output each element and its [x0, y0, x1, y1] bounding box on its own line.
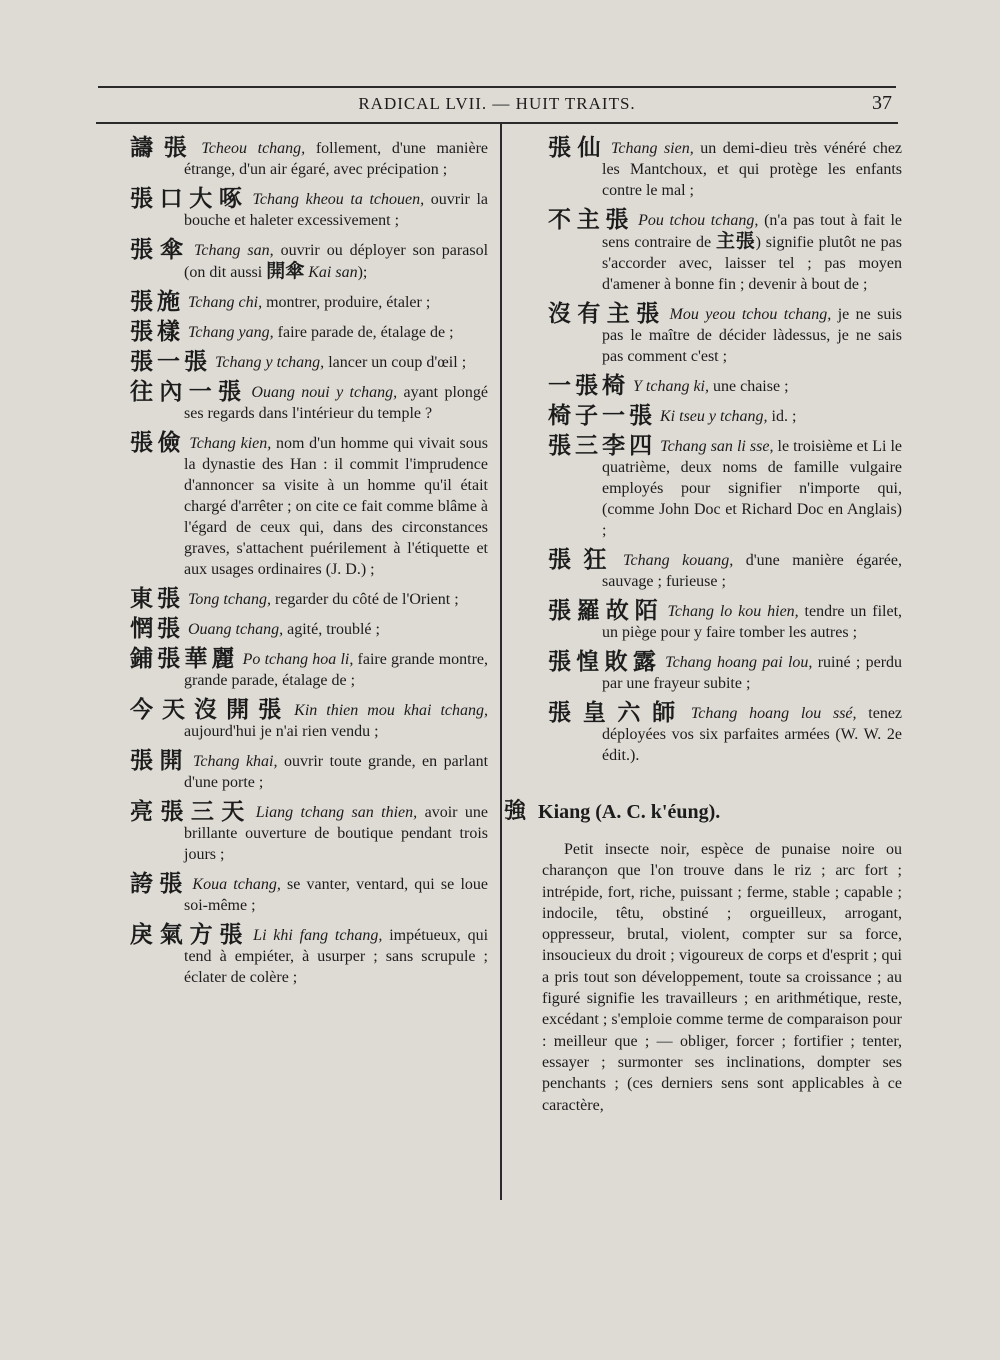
entry-definition: impétueux, qui tend à empiéter, à usurper ; sans scrupule ; éclater de colère ;	[184, 927, 489, 986]
entry-characters: 張皇六師	[548, 700, 687, 726]
entry-characters: 沒有主張	[548, 301, 666, 327]
header-bottom-rule	[96, 122, 898, 124]
entry-characters: 張開	[130, 748, 189, 774]
inline-characters: 主張	[715, 230, 756, 252]
entry-definition: avoir une brillante ouverture de boutique pendant trois jours ;	[184, 804, 489, 863]
entry-characters: 張羅故陌	[548, 598, 664, 624]
entry-romanization: Tchang kouang,	[623, 552, 734, 569]
right-column	[504, 135, 903, 1116]
entry-characters: 戾氣方張	[130, 922, 250, 948]
entry-characters: 張狂	[548, 547, 620, 573]
entry-definition-tail: ) signifie plutôt ne pas s'accorder avec, laisser tel ; pas moyen d'amener à bonne fin ; devenir à bout de ;	[602, 234, 902, 293]
entry-characters: 亮張三天	[130, 799, 252, 825]
entry-romanization: Liang tchang san thien,	[255, 804, 418, 821]
entry-definition: se vanter, ventard, qui se loue soi-même ;	[184, 876, 488, 914]
dictionary-entry	[548, 207, 903, 295]
dictionary-entry	[130, 135, 488, 180]
entry-romanization: Pou tchou tchang,	[638, 212, 759, 229]
entry-romanization: Ouang noui y tchang,	[251, 384, 398, 401]
entry-romanization: Tchang hoang pai lou,	[665, 654, 813, 671]
entry-characters: 張三李四	[548, 433, 657, 459]
entry-characters: 鋪張華麗	[130, 646, 239, 672]
entry-characters: 張儉	[130, 430, 186, 456]
dictionary-entry	[548, 433, 903, 541]
section-character: 強	[504, 799, 527, 824]
entry-definition-tail: );	[357, 264, 368, 281]
entry-romanization: Tchang kien,	[189, 435, 272, 452]
entry-characters: 譸張	[130, 135, 198, 161]
dictionary-entry	[548, 135, 903, 201]
entry-characters: 張傘	[130, 237, 190, 263]
entry-characters: 惘張	[130, 616, 184, 642]
entry-romanization: Tong tchang,	[188, 591, 271, 608]
entry-definition: ruiné ; perdu par une frayeur subite ;	[602, 654, 903, 692]
column-divider	[500, 124, 502, 1200]
entry-romanization: Tchang sien,	[610, 140, 694, 157]
entry-definition: nom d'un homme qui vivait sous la dynastie des Han : il commit l'imprudence d'annoncer sa visite à un homme qu'il était chargé d'arrêter ; on cite ce fait comme blâme à l'égard de ceux qui, dans des circonstances graves, s'attachent puérilement à l'étiquette et aux usages ordinaires (J. D.) ;	[184, 435, 489, 578]
inline-romanization: Kai san	[308, 264, 358, 281]
dictionary-entry	[130, 319, 488, 345]
page-number: 37	[872, 92, 892, 114]
entry-definition: regarder du côté de l'Orient ;	[274, 591, 459, 608]
dictionary-entry	[130, 237, 489, 283]
header-top-rule	[98, 86, 896, 88]
dictionary-entry	[548, 373, 902, 399]
entry-definition: follement, d'une manière étrange, d'un air égaré, avec précipation ;	[184, 140, 488, 178]
entry-definition: (n'a pas tout à fait le sens contraire de	[602, 212, 903, 251]
dictionary-entry	[130, 289, 488, 315]
entry-definition: un demi-dieu très vénéré chez les Mantchoux, et qui protège les enfants contre le mal ;	[602, 140, 903, 199]
entry-romanization: Tchang chi,	[188, 294, 263, 311]
entry-definition: id. ;	[771, 408, 797, 425]
entry-definition: le troisième et Li le quatrième, deux noms de famille vulgaire employés pour signifier n'importe qui, (comme John Doc et Richard Doc en Anglais) ;	[602, 438, 903, 539]
entry-characters: 張口大啄	[130, 186, 249, 212]
dictionary-entry	[130, 430, 489, 580]
entry-romanization: Ouang tchang,	[188, 621, 284, 638]
entry-romanization: Tchang khai,	[192, 753, 278, 770]
dictionary-entry	[548, 700, 903, 766]
dictionary-entry	[548, 649, 903, 694]
entry-definition: faire grande montre, grande parade, étalage de ;	[184, 651, 489, 689]
dictionary-entry	[548, 598, 903, 643]
entry-romanization: Tchang kheou ta tchouen,	[252, 191, 425, 208]
dictionary-entry	[548, 301, 903, 367]
entry-characters: 一張椅	[548, 373, 629, 399]
entry-romanization: Tchang san,	[193, 242, 274, 259]
entry-romanization: Tchang lo kou hien,	[667, 603, 799, 620]
entry-definition: une chaise ;	[713, 378, 789, 395]
entry-definition: je ne suis pas le maître de décider làdessus, je ne sais pas comment c'est ;	[602, 306, 903, 365]
entry-definition: ouvrir la bouche et haleter excessivement ;	[184, 191, 489, 229]
entry-definition: lancer un coup d'œil ;	[328, 354, 467, 371]
entry-romanization: Po tchang hoa li,	[242, 651, 354, 668]
entry-romanization: Y tchang ki,	[633, 378, 709, 395]
dictionary-entry	[130, 379, 489, 424]
inline-characters: 開傘	[266, 260, 305, 282]
entry-characters: 張一張	[130, 349, 211, 375]
left-column	[130, 135, 489, 997]
entry-definition: agité, troublé ;	[287, 621, 380, 638]
entry-characters: 往內一張	[130, 379, 248, 405]
entry-definition: montrer, produire, étaler ;	[266, 294, 431, 311]
running-title: RADICAL LVII. — HUIT TRAITS.	[358, 94, 636, 113]
dictionary-entry	[130, 922, 489, 988]
entry-definition: ouvrir toute grande, en parlant d'une porte ;	[184, 753, 489, 791]
dictionary-entry	[130, 186, 489, 231]
entry-definition: d'une manière égarée, sauvage ; furieuse ;	[602, 552, 903, 590]
dictionary-entry	[130, 349, 488, 375]
entry-romanization: Tchang yang,	[188, 324, 274, 341]
entry-romanization: Tchang hoang lou ssé,	[690, 705, 857, 722]
entry-characters: 張樣	[130, 319, 184, 345]
dictionary-entry	[130, 697, 489, 742]
dictionary-entry	[130, 616, 488, 642]
entry-characters: 張仙	[548, 135, 607, 161]
entry-characters: 張惶敗露	[548, 649, 662, 675]
page-header	[98, 90, 896, 120]
entry-characters: 張施	[130, 289, 184, 315]
right-column-entries	[548, 135, 903, 766]
dictionary-entry	[130, 871, 488, 916]
entry-characters: 今天沒開張	[130, 697, 291, 723]
dictionary-entry	[548, 403, 902, 429]
section-paragraph: Petit insecte noir, espèce de punaise noire ou charançon que l'on trouve dans le riz ; arc fort ; intrépide, fort, riche, puissant ; ferme, stable ; capable ; indocile, têtu, obstiné ; orgueilleux, arrogant, oppresseur, brutal, violent, compter sur sa force, insoucieux du droit ; vigoureux de corps et d'esprit ; qui a pris tout son développement, toute sa croissance ; au figuré signifie les travailleurs ; en arithmétique, reste, excédant ; s'emploie comme terme de comparaison pour : meilleur que ; — obliger, forcer ; fortifier ; tenter, essayer ; surmonter ses inclinations, dompter ses penchants ; (ces derniers sens sont applicables à ce caractère,	[542, 841, 902, 1114]
entry-romanization: Mou yeou tchou tchang,	[669, 306, 832, 323]
entry-definition: ayant plongé ses regards dans l'intérieur du temple ?	[184, 384, 489, 422]
entry-romanization: Tchang san li sse,	[660, 438, 774, 455]
entry-characters: 不主張	[548, 207, 635, 233]
dictionary-entry	[130, 799, 489, 865]
entry-characters: 東張	[130, 586, 184, 612]
entry-romanization: Li khi fang tchang,	[253, 927, 383, 944]
dictionary-entry	[130, 586, 488, 612]
entry-romanization: Ki tseu y tchang,	[660, 408, 768, 425]
entry-definition: aujourd'hui je n'ai rien vendu ;	[184, 723, 379, 740]
entry-characters: 誇張	[130, 871, 189, 897]
entry-definition: faire parade de, étalage de ;	[277, 324, 454, 341]
section-heading	[504, 794, 902, 825]
entry-definition: tenez déployées vos six parfaites armées (W. W. 2e édit.).	[602, 705, 903, 764]
entry-romanization: Tchang y tchang,	[215, 354, 325, 371]
entry-romanization: Koua tchang,	[192, 876, 281, 893]
dictionary-entry	[130, 646, 489, 691]
dictionary-entry	[130, 748, 489, 793]
entry-definition: tendre un filet, un piège pour y faire tomber les autres ;	[602, 603, 903, 641]
entry-romanization: Tcheou tchang,	[201, 140, 306, 157]
dictionary-entry	[548, 547, 903, 592]
entry-characters: 椅子一張	[548, 403, 656, 429]
entry-definition: ouvrir ou déployer son parasol (on dit aussi	[184, 242, 489, 281]
section-heading-text: Kiang (A. C. k'éung).	[538, 801, 721, 823]
entry-romanization: Kin thien mou khai tchang,	[294, 702, 489, 719]
